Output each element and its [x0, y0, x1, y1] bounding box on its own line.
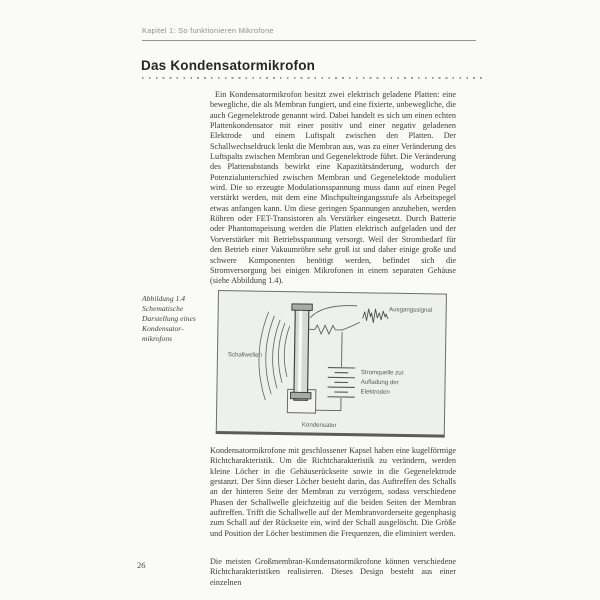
resistor-icon	[308, 325, 343, 334]
figure-caption-line: mikrofons	[142, 334, 173, 343]
circuit-wires	[316, 331, 343, 410]
capacitor-capsule	[290, 304, 312, 401]
section-title-dotted-rule	[142, 77, 483, 79]
figure-condenser-mic-diagram	[216, 290, 447, 438]
waveform-icon	[363, 309, 388, 323]
output-signal-label: Ausgangssignal	[389, 306, 433, 314]
paragraph-1: Ein Kondensatormikrofon besitzt zwei elektrisch geladene Platten: eine bewegliche, die als Membran fungiert, und eine fixierte, unbewegliche, die auch Gegenelektrode genannt wird. Dabei handelt es sich um einen echten Plattenkondensator mit einer positiv und einer negativ geladenen Elektrode und einem Luftspalt zwischen den Platten. Der Schallwechseldruck lenkt die Membran aus, was zu einer Veränderung des Luftspalts zwischen Membran und Gegenelektrode führt. Die Veränderung des Plattenabstands bewirkt eine Kapazitätsänderung, wodurch der Potenzialunterschied zwischen Membran und Gegenelektode moduliert wird. Die so erzeugte Modulationsspannung muss dann auf einen Pegel verstärkt werden, mit dem eine Mischpulteingangsstufe als Arbeitspegel etwas anfangen kann. Um diese geringen Spannungen anzuheben, werden Röhren oder FET-Transistoren als Verstärker eingesetzt. Durch Batterie oder Phantomspeisung werden die Platten elektrisch aufgeladen und der Vorverstärker mit Betriebsspannung versorgt. Weil der Strombedarf für den Betrieb einer Vakuumröhre sehr groß ist und daher einige große und schwere Komponenten benötigt werden, befindet sich die Stromversorgung bei einigen Mikrofonen in einem separaten Gehäuse (siehe Abbildung 1.4).	[210, 90, 456, 286]
figure-diagram-svg	[217, 291, 446, 435]
running-head: Kapitel 1: So funktionieren Mikrofone	[142, 26, 274, 35]
capsule-top-cap	[292, 304, 313, 311]
paragraph-2: Kondensatormikrofone mit geschlossener Kapsel haben eine kugelförmige Richtcharakteristik. Um die Richtcharakteristik zu verändern, werden kleine Löcher in die Gehäuserückseite sowie in die Gegenelektrode gestanzt. Der Sinn dieser Löcher besteht darin, das Auftreffen des Schalls an der hinteren Seite der Membran zu verzögern, sodass verschiedene Phasen der Schallwelle gleichzeitig auf die beiden Seiten der Membran auftreffen. Trifft die Schallwelle auf der Membranvorderseite gegenphasig zum Schall auf der Rückseite ein, wird der Schall ausgelöscht. Die Größe und Position der Löcher bestimmen die Frequenzen, die eliminiert werden.	[210, 446, 456, 538]
paragraph-3: Die meisten Großmembran-Kondensatormikrofone können verschiedene Richtcharakteristiken realisieren. Dieses Design besteht aus einer einzelnen	[210, 557, 456, 587]
power-source-label-line1: Stromquelle zur	[360, 368, 404, 377]
power-source-label-line2: Aufladung der	[360, 378, 399, 387]
figure-caption-line: Kondensator-	[142, 324, 184, 333]
running-head-rule	[142, 40, 476, 41]
figure-caption-line: Darstellung eines	[142, 314, 196, 323]
section-title: Das Kondensatormikrofon	[141, 58, 316, 73]
sound-waves-label: Schallwellen	[227, 351, 262, 359]
figure-caption	[142, 294, 206, 344]
figure-caption-line: Schematische	[142, 304, 184, 313]
capsule-bottom-cap	[290, 392, 311, 399]
power-source-label-line3: Elektroden	[360, 388, 390, 396]
sound-waves-icon	[258, 312, 290, 400]
figure-caption-line: Abbildung 1.4	[142, 294, 186, 303]
capacitor-label: Kondensator	[301, 421, 337, 430]
battery-icon	[327, 368, 355, 398]
page-number: 26	[137, 560, 146, 570]
